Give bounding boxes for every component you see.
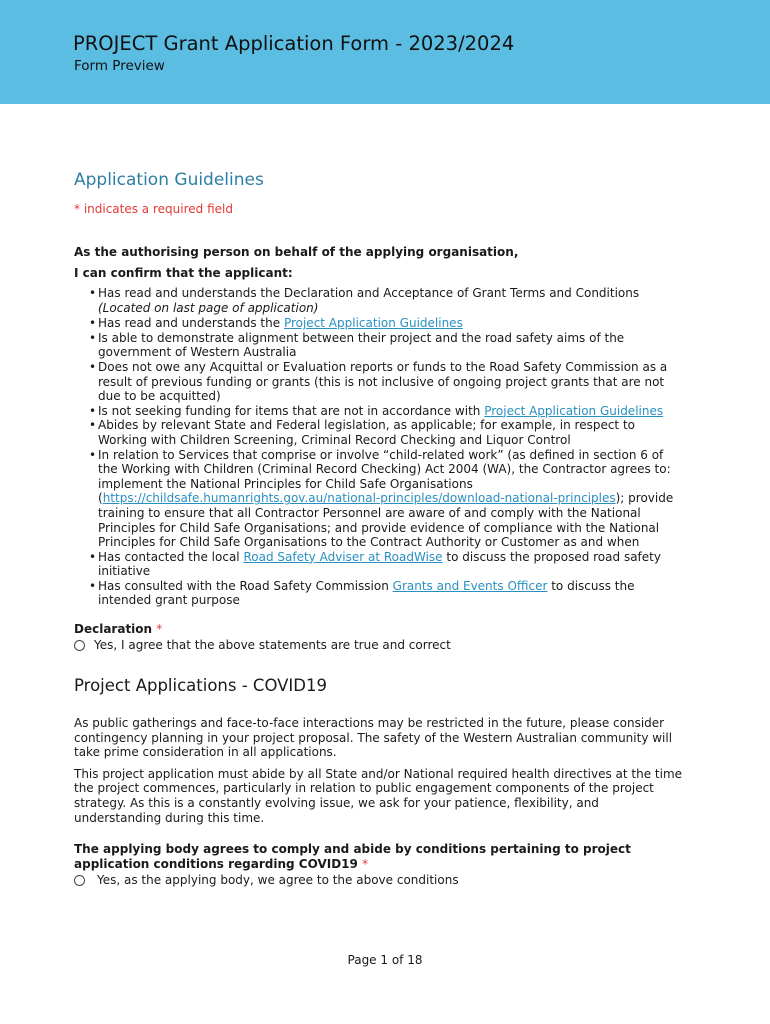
page-number: Page 1 of 18 bbox=[347, 953, 423, 967]
covid-agree-label: The applying body agrees to comply and abide by conditions pertaining to project application conditions regarding COVID19 * bbox=[74, 842, 631, 871]
list-item: • Has read and understands the Declaration and Acceptance of Grant Terms and Conditions (Located on last page of application) bbox=[98, 286, 684, 315]
grants-officer-link[interactable]: Grants and Events Officer bbox=[392, 578, 548, 593]
guideline-checklist bbox=[74, 286, 684, 608]
covid-agree-option[interactable] bbox=[74, 873, 684, 887]
declaration-option-label: Yes, I agree that the above statements are true and correct bbox=[94, 638, 451, 653]
required-marker: * bbox=[362, 856, 369, 871]
road-safety-adviser-link[interactable]: Road Safety Adviser at RoadWise bbox=[243, 549, 443, 564]
page-header bbox=[0, 0, 770, 104]
covid-paragraph-1: As public gatherings and face-to-face interactions may be restricted in the future, please consider contingency planning in your project proposal. The safety of the Western Australian community will take prime consideration in all applications. bbox=[74, 716, 673, 760]
required-field-note: * indicates a required field bbox=[74, 202, 233, 216]
list-item: • Does not owe any Acquittal or Evaluation reports or funds to the Road Safety Commission as a result of previous funding or grants (this is not inclusive of ongoing project grants that are not due to be acquitted) bbox=[98, 360, 684, 404]
intro-line-2: I can confirm that the applicant: bbox=[74, 266, 293, 280]
guidelines-link[interactable]: Project Application Guidelines bbox=[283, 316, 463, 331]
guidelines-link[interactable]: Project Application Guidelines bbox=[484, 403, 664, 418]
section-title-guidelines: Application Guidelines bbox=[74, 170, 264, 190]
covid-agree-radio[interactable] bbox=[74, 875, 85, 886]
section-title-covid: Project Applications - COVID19 bbox=[74, 676, 328, 696]
list-item: • Abides by relevant State and Federal legislation, as applicable; for example, in respect to Working with Children Screening, Criminal Record Checking and Liquor Control bbox=[98, 418, 684, 447]
required-marker: * bbox=[156, 622, 163, 637]
list-item: • Is not seeking funding for items that are not in accordance with Project Application Guidelines bbox=[98, 404, 684, 419]
list-item: • Has contacted the local Road Safety Adviser at RoadWise to discuss the proposed road safety initiative bbox=[98, 550, 684, 579]
declaration-label: Declaration * bbox=[74, 622, 163, 637]
declaration-radio[interactable] bbox=[74, 640, 85, 651]
covid-paragraph-2: This project application must abide by all State and/or National required health directives at the time the project commences, particularly in relation to public engagement components of the project strategy. As this is a constantly evolving issue, we ask for your patience, flexibility, and understanding during this time. bbox=[74, 766, 683, 825]
covid-agree-option-label: Yes, as the applying body, we agree to the above conditions bbox=[97, 873, 459, 888]
form-title: PROJECT Grant Application Form - 2023/2024 bbox=[73, 32, 515, 55]
confirmation-intro bbox=[74, 242, 684, 284]
intro-line-1: As the authorising person on behalf of the applying organisation, bbox=[74, 245, 519, 259]
list-item: • Has consulted with the Road Safety Commission Grants and Events Officer to discuss the intended grant purpose bbox=[98, 579, 684, 608]
child-safe-principles-link[interactable]: https://childsafe.humanrights.gov.au/national-principles/download-national-principles bbox=[102, 491, 616, 506]
declaration-option[interactable] bbox=[74, 638, 684, 652]
list-item: • In relation to Services that comprise or involve “child-related work” (as defined in section 6 of the Working with Children (Criminal Record Checking) Act 2004 (WA), the Contractor agrees to: implement the National Principles for Child Safe Organisations (https://childsafe.humanrights.gov.au/national-principles/download-national-principles); provide training to ensure that all Contractor Personnel are aware of and comply with the National Principles for Child Safe Organisations; and provide evidence of compliance with the National Principles for Child Safe Organisations to the Contract Authority or Customer as and when bbox=[98, 448, 684, 550]
list-item: • Has read and understands the Project Application Guidelines bbox=[98, 316, 684, 331]
form-subtitle: Form Preview bbox=[74, 58, 165, 74]
form-content bbox=[74, 170, 684, 887]
list-item: • Is able to demonstrate alignment between their project and the road safety aims of the government of Western Australia bbox=[98, 331, 684, 360]
